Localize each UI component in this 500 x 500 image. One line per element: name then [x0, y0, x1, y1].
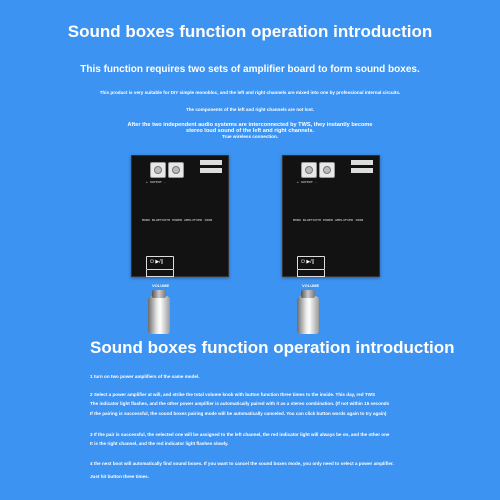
- volume-label-left: VOLUME: [152, 283, 170, 288]
- speaker-terminal-icon: [319, 162, 335, 178]
- volume-knob-right[interactable]: [297, 296, 319, 334]
- step-1: 1 turn on two power amplifiers of the same model.: [90, 374, 200, 379]
- speaker-terminal-icon: [150, 162, 166, 178]
- output-label: + OUTPUT -: [146, 180, 167, 184]
- play-pause-icon: ⏻ ▶/||: [150, 259, 164, 265]
- page-title: Sound boxes function operation introduction: [67, 22, 433, 41]
- intro-paragraph-2: The components of the left and right channels are not lost.: [185, 107, 315, 112]
- intro-paragraph-3-line-2: stereo loud sound of the left and right channels.: [185, 128, 315, 134]
- step-2-line-1: 2 Select a power amplifier at will, and strike the total volume knob with button function three times to the inside. This day, red TWS: [90, 392, 376, 397]
- board-model-label: MONO BLUETOOTH POWER AMPLIFIER 100W: [293, 218, 364, 222]
- intro-paragraph-3-line-1: After the two independent audio systems are interconnected by TWS, they instantly become: [127, 122, 373, 128]
- step-2-line-3: If the pairing is successful, the sound boxes pairing mode will be automatically canceled. You can click button words again to try again): [90, 411, 387, 416]
- volume-box: [297, 270, 325, 277]
- volume-box: [146, 270, 174, 277]
- step-4-line-1: 4 the next boot will automatically find sound boxes. If you want to cancel the sound boxes mode, you only need to select a power amplifier.: [90, 461, 394, 466]
- step-3-line-1: 3 If the pair is successful, the selected one will be assigned to the left channel, the red indicator light will always be on, and the other one: [90, 432, 390, 437]
- volume-label-right: VOLUME: [302, 283, 320, 288]
- connector-icon: [200, 160, 222, 165]
- play-button[interactable]: [146, 256, 174, 270]
- connector-icon: [200, 168, 222, 173]
- page-subtitle: This function requires two sets of amplifier board to form sound boxes.: [80, 64, 420, 75]
- amplifier-board-left: [131, 155, 229, 277]
- step-3-line-2: It is the right channel, and the red indicator light flashes slowly.: [90, 441, 229, 446]
- intro-paragraph-1: This product is very suitable for DIY simple monobloc, and the left and right channels are mixed into one by professional internal circuits.: [99, 90, 401, 95]
- connector-icon: [351, 168, 373, 173]
- amplifier-board-right: [282, 155, 380, 277]
- play-pause-icon: ⏻ ▶/||: [301, 259, 315, 265]
- connector-icon: [351, 160, 373, 165]
- step-2-line-2: The indicator light flashes, and the other power amplifier is automatically paired with it as a stereo combination. (If not within 15 seconds: [90, 401, 390, 406]
- speaker-terminal-icon: [168, 162, 184, 178]
- play-button[interactable]: [297, 256, 325, 270]
- speaker-terminal-icon: [301, 162, 317, 178]
- board-model-label: MONO BLUETOOTH POWER AMPLIFIER 100W: [142, 218, 213, 222]
- volume-knob-left[interactable]: [148, 296, 170, 334]
- intro-paragraph-3-line-3: True wireless connection.: [221, 134, 279, 139]
- output-label: + OUTPUT -: [297, 180, 318, 184]
- step-4-line-2: Just hit button three times.: [90, 474, 149, 479]
- section-title: Sound boxes function operation introduction: [90, 338, 455, 357]
